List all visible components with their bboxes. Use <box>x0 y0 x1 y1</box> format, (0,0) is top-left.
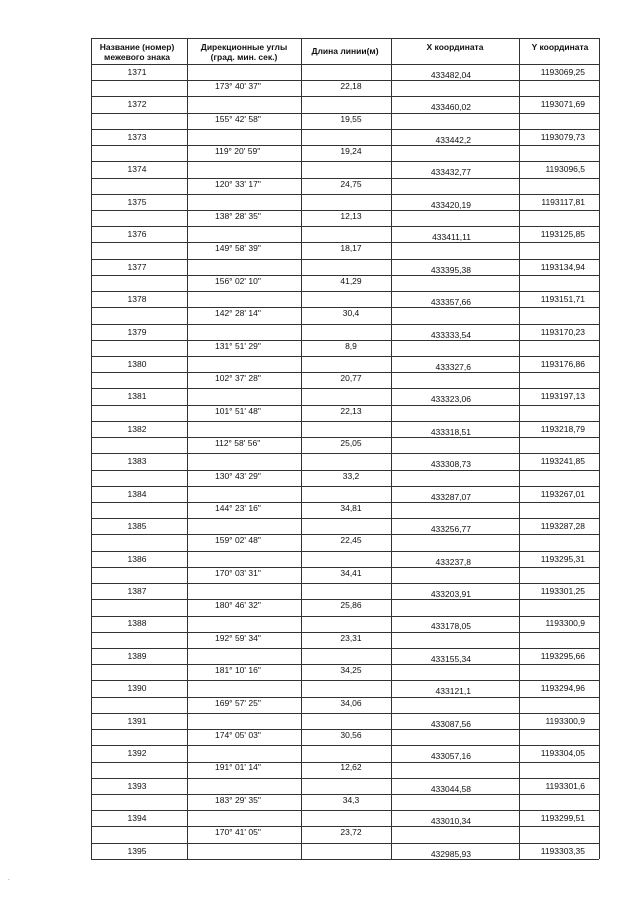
header-x: X координата <box>426 42 484 52</box>
direction-angle: 120° 33' 17" <box>215 178 261 189</box>
point-name: 1382 <box>127 423 147 434</box>
direction-angle: 101° 51' 48" <box>215 405 261 416</box>
direction-angle: 142° 28' 14" <box>215 308 261 319</box>
direction-angle: 144° 23' 16" <box>215 502 261 513</box>
table-row-border <box>91 453 599 454</box>
table-row-border <box>91 583 599 584</box>
y-coordinate: 1193287,28 <box>540 521 585 532</box>
point-name: 1373 <box>127 131 147 142</box>
line-length: 22,45 <box>340 535 362 546</box>
point-name: 1395 <box>127 845 147 856</box>
x-coordinate: 433432,77 <box>430 167 471 178</box>
point-name: 1379 <box>127 326 147 337</box>
header-length: Длина линии(м) <box>311 46 379 56</box>
y-coordinate: 1193197,13 <box>540 391 585 402</box>
direction-angle: 155° 42' 58" <box>215 113 261 124</box>
x-coordinate: 433044,58 <box>430 783 471 794</box>
direction-angle: 156° 02' 10" <box>215 275 261 286</box>
x-coordinate: 433087,56 <box>430 718 471 729</box>
table-row-border <box>91 194 599 195</box>
point-name: 1380 <box>127 358 147 369</box>
x-coordinate: 433333,54 <box>430 329 471 340</box>
line-length: 25,05 <box>340 438 362 449</box>
table-row-border <box>91 324 599 325</box>
y-coordinate: 1193304,05 <box>540 748 585 759</box>
direction-angle: 169° 57' 25" <box>215 697 261 708</box>
x-coordinate: 433237,8 <box>435 556 471 567</box>
table-row-border <box>91 96 599 97</box>
point-name: 1371 <box>127 67 147 77</box>
line-length: 22,13 <box>340 405 362 416</box>
table-row-border <box>91 38 599 39</box>
line-length: 19,55 <box>340 113 362 124</box>
point-name: 1383 <box>127 456 147 467</box>
coordinates-table <box>91 38 599 859</box>
y-coordinate: 1193117,81 <box>541 196 585 207</box>
y-coordinate: 1193295,31 <box>540 553 585 564</box>
point-name: 1378 <box>127 294 147 305</box>
x-coordinate: 433323,06 <box>430 394 471 405</box>
x-coordinate: 433010,34 <box>430 816 471 827</box>
line-length: 12,13 <box>340 210 362 221</box>
table-row-border <box>91 843 599 844</box>
line-length: 34,41 <box>340 567 362 578</box>
line-length: 23,72 <box>340 827 362 838</box>
point-name: 1388 <box>127 618 147 629</box>
table-row-border <box>91 648 599 649</box>
line-length: 34,3 <box>342 794 360 805</box>
x-coordinate: 433178,05 <box>430 621 471 632</box>
table-row-border <box>91 161 599 162</box>
y-coordinate: 1193170,23 <box>540 326 585 337</box>
table-row-border <box>91 388 599 389</box>
table-row-border <box>91 778 599 779</box>
x-coordinate: 433420,19 <box>430 199 471 210</box>
point-name: 1386 <box>127 553 147 564</box>
table-row-border <box>91 551 599 552</box>
point-name: 1375 <box>127 196 147 207</box>
table-row-border <box>91 859 599 860</box>
point-name: 1387 <box>127 586 147 597</box>
y-coordinate: 1193096,5 <box>545 164 585 175</box>
direction-angle: 192° 59' 34" <box>215 632 261 643</box>
x-coordinate: 433256,77 <box>430 524 471 535</box>
x-coordinate: 432985,93 <box>430 848 471 859</box>
table-column-border <box>599 38 600 859</box>
line-length: 18,17 <box>340 243 362 254</box>
line-length: 34,06 <box>340 697 362 708</box>
point-name: 1377 <box>127 261 147 272</box>
table-row-border <box>91 64 599 65</box>
table-row-border <box>91 421 599 422</box>
table-row-border <box>91 713 599 714</box>
table-row-border <box>91 518 599 519</box>
y-coordinate: 1193241,85 <box>540 456 585 467</box>
y-coordinate: 1193299,51 <box>540 813 585 824</box>
point-name: 1374 <box>127 164 147 175</box>
x-coordinate: 433395,38 <box>430 264 471 275</box>
direction-angle: 173° 40' 37" <box>215 81 261 92</box>
point-name: 1372 <box>127 99 147 110</box>
point-name: 1391 <box>127 715 147 726</box>
line-length: 12,62 <box>340 762 362 773</box>
table-row-border <box>91 745 599 746</box>
y-coordinate: 1193069,25 <box>540 67 585 77</box>
x-coordinate: 433121,1 <box>435 686 471 697</box>
y-coordinate: 1193303,35 <box>540 845 585 856</box>
x-coordinate: 433411,11 <box>432 232 471 243</box>
x-coordinate: 433155,34 <box>430 653 471 664</box>
point-name: 1390 <box>127 683 147 694</box>
line-length: 33,2 <box>342 470 360 481</box>
x-coordinate: 433318,51 <box>430 426 471 437</box>
x-coordinate: 433442,2 <box>435 134 471 145</box>
y-coordinate: 1193300,9 <box>545 618 585 629</box>
table-row-border <box>91 129 599 130</box>
header-angle: Дирекционные углы (град. мин. сек.) <box>200 42 288 62</box>
y-coordinate: 1193134,94 <box>540 261 585 272</box>
scan-mark: . <box>8 876 10 882</box>
table-row-border <box>91 356 599 357</box>
line-length: 8,9 <box>345 340 357 351</box>
table-row-border <box>91 810 599 811</box>
y-coordinate: 1193267,01 <box>540 488 585 499</box>
y-coordinate: 1193151,71 <box>540 294 585 305</box>
line-length: 34,81 <box>340 502 362 513</box>
point-name: 1381 <box>127 391 147 402</box>
x-coordinate: 433460,02 <box>430 102 471 113</box>
line-length: 24,75 <box>340 178 362 189</box>
direction-angle: 183° 29' 35" <box>215 794 261 805</box>
line-length: 34,25 <box>340 665 362 676</box>
direction-angle: 170° 41' 05" <box>215 827 261 838</box>
table-row-border <box>91 259 599 260</box>
y-coordinate: 1193079,73 <box>540 131 585 142</box>
header-y: Y координата <box>531 42 589 52</box>
y-coordinate: 1193301,6 <box>545 780 585 791</box>
y-coordinate: 1193301,25 <box>540 586 585 597</box>
table-row-border <box>91 616 599 617</box>
direction-angle: 174° 05' 03" <box>215 730 261 741</box>
point-name: 1393 <box>127 780 147 791</box>
header-name: Название (номер) межевого знака <box>99 42 175 62</box>
line-length: 19,24 <box>340 146 362 157</box>
direction-angle: 159° 02' 48" <box>215 535 261 546</box>
x-coordinate: 433287,07 <box>430 491 471 502</box>
direction-angle: 181° 10' 16" <box>215 665 261 676</box>
table-row-border <box>91 486 599 487</box>
table-row-border <box>91 680 599 681</box>
y-coordinate: 1193071,69 <box>540 99 585 110</box>
x-coordinate: 433203,91 <box>430 589 471 600</box>
point-name: 1389 <box>127 650 147 661</box>
line-length: 30,4 <box>342 308 360 319</box>
line-length: 23,31 <box>340 632 362 643</box>
direction-angle: 138° 28' 35" <box>215 210 261 221</box>
point-name: 1376 <box>127 229 147 240</box>
x-coordinate: 433357,66 <box>430 297 471 308</box>
point-name: 1392 <box>127 748 147 759</box>
direction-angle: 130° 43' 29" <box>215 470 261 481</box>
line-length: 22,18 <box>340 81 362 92</box>
x-coordinate: 433482,04 <box>430 70 471 80</box>
point-name: 1384 <box>127 488 147 499</box>
line-length: 20,77 <box>340 373 362 384</box>
y-coordinate: 1193218,79 <box>540 423 585 434</box>
y-coordinate: 1193300,9 <box>545 715 585 726</box>
direction-angle: 119° 20' 59" <box>215 146 261 157</box>
x-coordinate: 433057,16 <box>430 751 471 762</box>
direction-angle: 180° 46' 32" <box>215 600 261 611</box>
line-length: 25,86 <box>340 600 362 611</box>
y-coordinate: 1193176,86 <box>540 358 585 369</box>
line-length: 30,56 <box>340 730 362 741</box>
line-length: 41,29 <box>340 275 362 286</box>
y-coordinate: 1193294,96 <box>540 683 585 694</box>
direction-angle: 191° 01' 14" <box>215 762 261 773</box>
direction-angle: 170° 03' 31" <box>215 567 261 578</box>
direction-angle: 131° 51' 29" <box>215 340 261 351</box>
x-coordinate: 433327,6 <box>435 361 471 372</box>
direction-angle: 112° 58' 56" <box>215 438 261 449</box>
point-name: 1385 <box>127 521 147 532</box>
y-coordinate: 1193125,85 <box>540 229 585 240</box>
table-row-border <box>91 226 599 227</box>
table-row-border <box>91 291 599 292</box>
direction-angle: 102° 37' 28" <box>215 373 261 384</box>
direction-angle: 149° 58' 39" <box>215 243 261 254</box>
point-name: 1394 <box>127 813 147 824</box>
y-coordinate: 1193295,66 <box>540 650 585 661</box>
x-coordinate: 433308,73 <box>430 459 471 470</box>
